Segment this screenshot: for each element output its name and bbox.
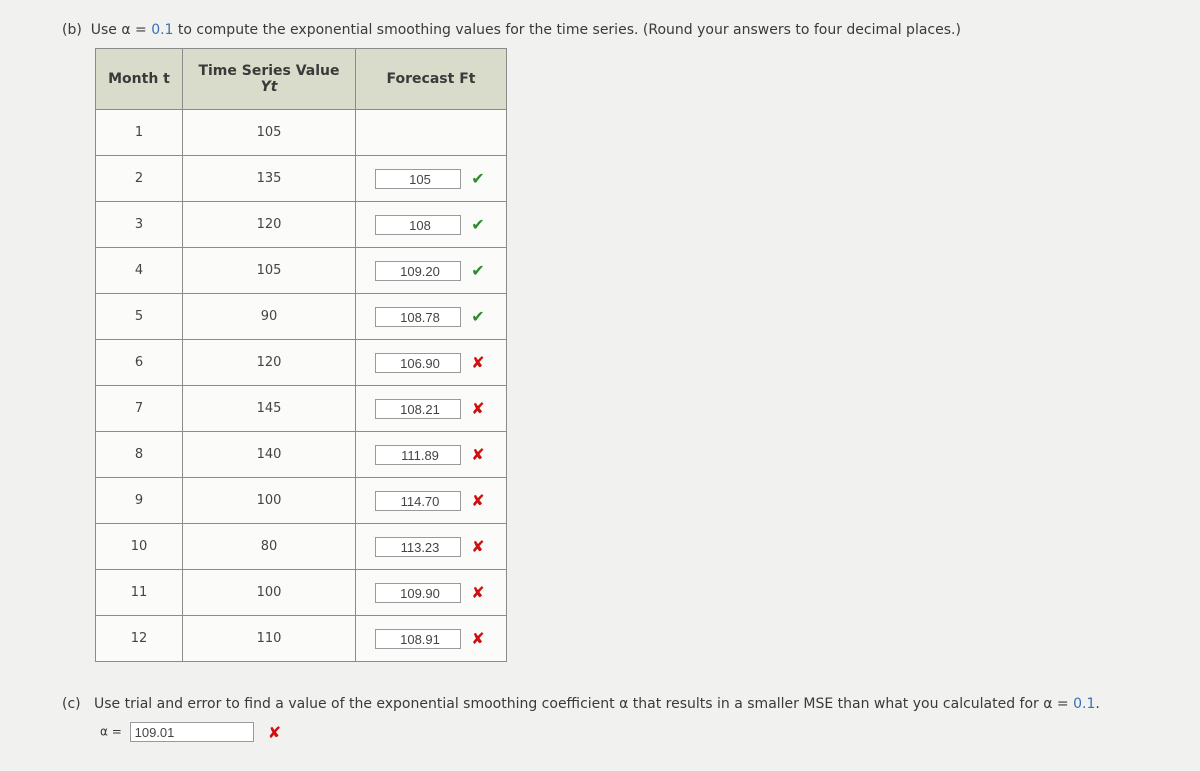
alpha-answer-row xyxy=(100,722,283,742)
value-cell: 100 xyxy=(183,570,356,616)
value-cell: 110 xyxy=(183,616,356,662)
part-c-text-after: . xyxy=(1095,696,1100,712)
value-cell: 105 xyxy=(183,248,356,294)
forecast-input[interactable]: 114.70 xyxy=(375,491,461,511)
value-cell: 120 xyxy=(183,202,356,248)
header-month: Month t xyxy=(96,49,183,110)
forecast-cell xyxy=(356,432,507,478)
forecast-input[interactable]: 105 xyxy=(375,169,461,189)
x-icon: ✘ xyxy=(471,491,485,510)
month-cell: 5 xyxy=(96,294,183,340)
table-row xyxy=(96,248,507,294)
month-cell: 8 xyxy=(96,432,183,478)
table-row xyxy=(96,110,507,156)
forecast-cell xyxy=(356,570,507,616)
value-cell: 135 xyxy=(183,156,356,202)
forecast-cell xyxy=(356,616,507,662)
table-row xyxy=(96,432,507,478)
forecast-input[interactable]: 108.91 xyxy=(375,629,461,649)
month-cell: 2 xyxy=(96,156,183,202)
part-b-text-after: to compute the exponential smoothing values for the time series. (Round your answers to four decimal places.) xyxy=(173,22,961,38)
value-cell: 145 xyxy=(183,386,356,432)
table-row xyxy=(96,294,507,340)
month-cell: 3 xyxy=(96,202,183,248)
alpha-input[interactable]: 109.01 xyxy=(130,722,254,742)
x-icon: ✘ xyxy=(267,722,282,742)
check-icon: ✔ xyxy=(471,215,485,234)
forecast-cell xyxy=(356,524,507,570)
forecast-cell xyxy=(356,478,507,524)
table-row xyxy=(96,570,507,616)
time-series-table xyxy=(95,48,507,662)
forecast-cell xyxy=(356,294,507,340)
header-time-series-value: Time Series Value Yt xyxy=(183,49,356,110)
x-icon: ✘ xyxy=(471,445,485,464)
forecast-input[interactable]: 108.78 xyxy=(375,307,461,327)
value-cell: 90 xyxy=(183,294,356,340)
month-cell: 9 xyxy=(96,478,183,524)
month-cell: 7 xyxy=(96,386,183,432)
month-cell: 4 xyxy=(96,248,183,294)
part-c-label: (c) xyxy=(62,696,81,712)
forecast-input[interactable]: 106.90 xyxy=(375,353,461,373)
table-row xyxy=(96,386,507,432)
forecast-cell xyxy=(356,202,507,248)
part-c-alpha: 0.1 xyxy=(1073,696,1096,712)
table-row xyxy=(96,340,507,386)
value-cell: 105 xyxy=(183,110,356,156)
forecast-input[interactable]: 109.90 xyxy=(375,583,461,603)
forecast-input[interactable]: 113.23 xyxy=(375,537,461,557)
month-cell: 12 xyxy=(96,616,183,662)
check-icon: ✔ xyxy=(471,261,485,280)
table-row xyxy=(96,478,507,524)
forecast-cell xyxy=(356,248,507,294)
forecast-cell xyxy=(356,386,507,432)
part-b-text-before: Use α = xyxy=(90,22,152,38)
check-icon: ✔ xyxy=(471,307,485,326)
x-icon: ✘ xyxy=(471,583,485,602)
forecast-input[interactable]: 109.20 xyxy=(375,261,461,281)
value-cell: 140 xyxy=(183,432,356,478)
value-cell: 100 xyxy=(183,478,356,524)
forecast-input[interactable]: 108.21 xyxy=(375,399,461,419)
forecast-input[interactable]: 111.89 xyxy=(375,445,461,465)
part-b-label: (b) xyxy=(62,22,82,38)
part-b-alpha: 0.1 xyxy=(151,22,174,38)
value-cell: 80 xyxy=(183,524,356,570)
month-cell: 11 xyxy=(96,570,183,616)
check-icon: ✔ xyxy=(471,169,485,188)
forecast-cell xyxy=(356,340,507,386)
forecast-cell xyxy=(356,156,507,202)
table-row xyxy=(96,202,507,248)
part-b-instructions xyxy=(62,22,961,38)
table-row xyxy=(96,524,507,570)
part-c-instructions xyxy=(62,696,1100,712)
value-cell: 120 xyxy=(183,340,356,386)
forecast-input[interactable]: 108 xyxy=(375,215,461,235)
month-cell: 1 xyxy=(96,110,183,156)
forecast-cell xyxy=(356,110,507,156)
x-icon: ✘ xyxy=(471,537,485,556)
month-cell: 6 xyxy=(96,340,183,386)
part-c-text-before: Use trial and error to find a value of the exponential smoothing coefficient α that results in a smaller MSE than what you calculated for α = xyxy=(93,696,1074,712)
x-icon: ✘ xyxy=(471,353,485,372)
x-icon: ✘ xyxy=(471,629,485,648)
month-cell: 10 xyxy=(96,524,183,570)
header-forecast: Forecast Ft xyxy=(356,49,507,110)
alpha-label: α = xyxy=(100,724,122,739)
x-icon: ✘ xyxy=(471,399,485,418)
table-row xyxy=(96,616,507,662)
table-row xyxy=(96,156,507,202)
